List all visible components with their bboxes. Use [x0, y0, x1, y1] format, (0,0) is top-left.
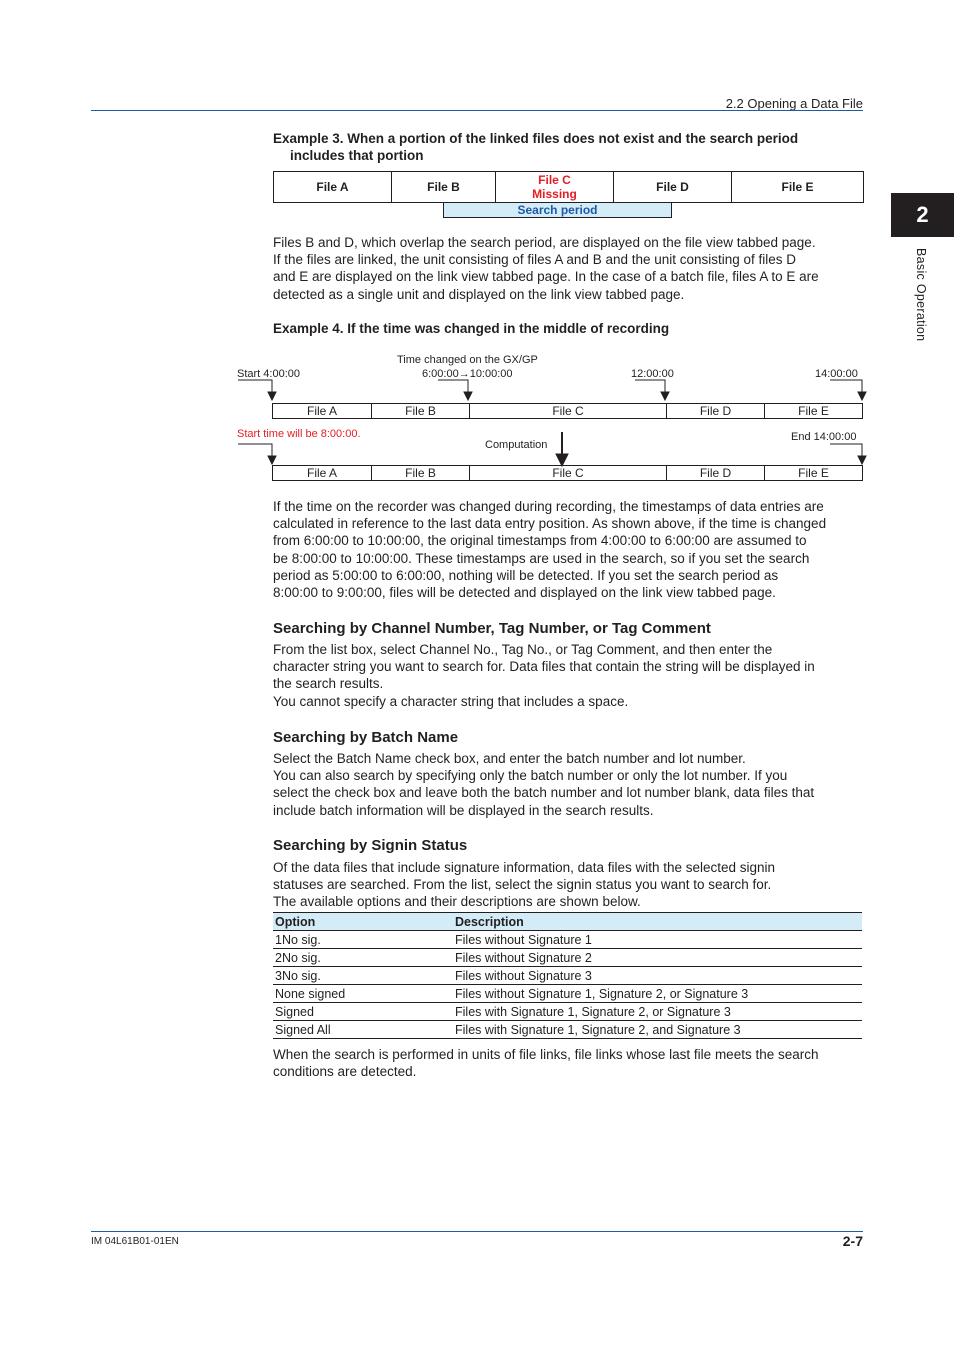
para-line: The available options and their descriptions are shown below.	[273, 894, 641, 910]
para-line: Select the Batch Name check box, and enter the batch number and lot number.	[273, 751, 746, 766]
chapter-tab: 2	[891, 193, 954, 237]
para-line: from 6:00:00 to 10:00:00, the original timestamps from 4:00:00 to 6:00:00 are assumed to	[273, 533, 807, 549]
page-number: 2-7	[842, 1233, 863, 1249]
start-time-note: Start time will be 8:00:00.	[237, 428, 361, 440]
example3-title-line2: includes that portion	[290, 148, 424, 163]
para-line: include batch information will be displayed in the search results.	[273, 802, 654, 818]
end-arrow	[830, 444, 866, 464]
example3-title-line1: Example 3. When a portion of the linked files does not exist and the search period	[273, 131, 799, 146]
para-line: Files B and D, which overlap the search period, are displayed on the file view tabbed page.	[273, 235, 816, 250]
row1-file-b: File B	[372, 404, 470, 418]
para-line: detected as a single unit and displayed on the link view tabbed page.	[273, 286, 685, 302]
signin-section-body	[273, 859, 873, 911]
time-12-label: 12:00:00	[631, 368, 674, 380]
row1-file-e: File E	[798, 404, 829, 418]
para-line: If the files are linked, the unit consisting of files A and B and the unit consisting of files D	[273, 252, 797, 268]
signin-section-title: Searching by Signin Status	[273, 837, 468, 854]
signin-options-table	[273, 912, 862, 1039]
header-rule	[91, 110, 863, 111]
example4-arrows	[230, 376, 870, 472]
para-line: statuses are searched. From the list, select the signin status you want to search for.	[273, 877, 772, 893]
row2-file-b: File B	[372, 466, 470, 480]
description-column-header: Description	[453, 913, 862, 931]
batch-section-title: Searching by Batch Name	[273, 729, 459, 746]
option-cell: 2No sig.	[273, 949, 453, 967]
example3-file-b: File B	[392, 172, 496, 202]
time-14-label: 14:00:00	[815, 368, 858, 380]
table-row	[273, 949, 862, 967]
row2-file-e: File E	[798, 466, 829, 480]
para-line: character string you want to search for. Data files that contain the string will be displayed in	[273, 659, 815, 675]
time-change-arrow	[438, 380, 472, 400]
para-line: and E are displayed on the link view tabbed page. In the case of a batch file, files A to E are	[273, 269, 819, 285]
example4-title: Example 4. If the time was changed in the middle of recording	[273, 321, 670, 336]
example3-file-e: File E	[781, 180, 814, 194]
example4-original-row	[272, 403, 863, 419]
search-period-bar: Search period	[443, 202, 672, 218]
description-cell: Files without Signature 2	[453, 949, 862, 967]
para-line: 8:00:00 to 9:00:00, files will be detected and displayed on the link view tabbed page.	[273, 585, 776, 601]
option-cell: None signed	[273, 985, 453, 1003]
example3-file-a: File A	[274, 172, 392, 202]
row2-file-c: File C	[470, 466, 667, 480]
example3-file-row	[273, 171, 864, 203]
para-line: You can also search by specifying only the batch number or only the lot number. If you	[273, 768, 788, 784]
para-line: be 8:00:00 to 10:00:00. These timestamps are used in the search, so if you set the search	[273, 550, 810, 566]
para-line: calculated in reference to the last data entry position. As shown above, if the time is changed	[273, 516, 827, 532]
table-row	[273, 967, 862, 985]
start-new-arrow	[238, 444, 276, 464]
signin-closing	[273, 1046, 873, 1080]
para-line: select the check box and leave both the batch number and lot number blank, data files that	[273, 785, 815, 801]
para-line: the search results.	[273, 676, 384, 692]
row1-file-c: File C	[470, 404, 667, 418]
para-line: Of the data files that include signature information, data files with the selected signin	[273, 860, 776, 875]
para-line: When the search is performed in units of file links, file links whose last file meets the search	[273, 1047, 819, 1062]
para-line: You cannot specify a character string that includes a space.	[273, 693, 629, 709]
row2-file-a: File A	[273, 466, 372, 480]
start-label: Start 4:00:00	[237, 368, 300, 380]
example4-computed-row	[272, 465, 863, 481]
description-cell: Files without Signature 3	[453, 967, 862, 985]
description-cell: Files with Signature 1, Signature 2, and Signature 3	[453, 1021, 862, 1039]
example4-description	[273, 498, 873, 601]
table-row	[273, 1021, 862, 1039]
row1-file-d: File D	[667, 404, 765, 418]
end-label: End 14:00:00	[791, 431, 857, 443]
t12-arrow	[635, 380, 669, 400]
para-line: From the list box, select Channel No., Tag No., or Tag Comment, and then enter the	[273, 642, 773, 657]
time-changed-values: 6:00:00→10:00:00	[422, 368, 513, 380]
option-cell: Signed All	[273, 1021, 453, 1039]
option-cell: Signed	[273, 1003, 453, 1021]
table-row	[273, 931, 862, 949]
channel-section-title: Searching by Channel Number, Tag Number, or Tag Comment	[273, 620, 711, 637]
description-cell: Files without Signature 1	[453, 931, 862, 949]
para-line: period as 5:00:00 to 6:00:00, nothing will be detected. If you set the search period as	[273, 567, 779, 583]
example3-file-c-missing	[496, 172, 614, 202]
batch-section-body	[273, 750, 873, 819]
table-header-row	[273, 913, 862, 931]
description-cell: Files with Signature 1, Signature 2, or Signature 3	[453, 1003, 862, 1021]
computation-arrow	[556, 432, 568, 466]
para-line: conditions are detected.	[273, 1064, 417, 1080]
option-cell: 1No sig.	[273, 931, 453, 949]
channel-section-body	[273, 641, 873, 710]
missing-label: Missing	[532, 187, 577, 201]
table-row	[273, 985, 862, 1003]
running-header: 2.2 Opening a Data File	[725, 96, 863, 111]
option-column-header: Option	[273, 913, 453, 931]
document-id: IM 04L61B01-01EN	[91, 1236, 179, 1247]
t14-arrow	[830, 380, 866, 400]
table-row	[273, 1003, 862, 1021]
footer-rule	[91, 1231, 863, 1232]
para-line: If the time on the recorder was changed during recording, the timestamps of data entries are	[273, 499, 824, 514]
row1-file-a: File A	[273, 404, 372, 418]
option-cell: 3No sig.	[273, 967, 453, 985]
time-changed-label: Time changed on the GX/GP	[397, 354, 538, 366]
start-arrow	[238, 380, 276, 400]
row2-file-d: File D	[667, 466, 765, 480]
file-c-label: File C	[538, 173, 571, 187]
chapter-label: Basic Operation	[914, 248, 928, 342]
description-cell: Files without Signature 1, Signature 2, or Signature 3	[453, 985, 862, 1003]
example3-description	[273, 234, 873, 303]
computation-label: Computation	[485, 439, 548, 451]
example3-file-d: File D	[614, 172, 732, 202]
